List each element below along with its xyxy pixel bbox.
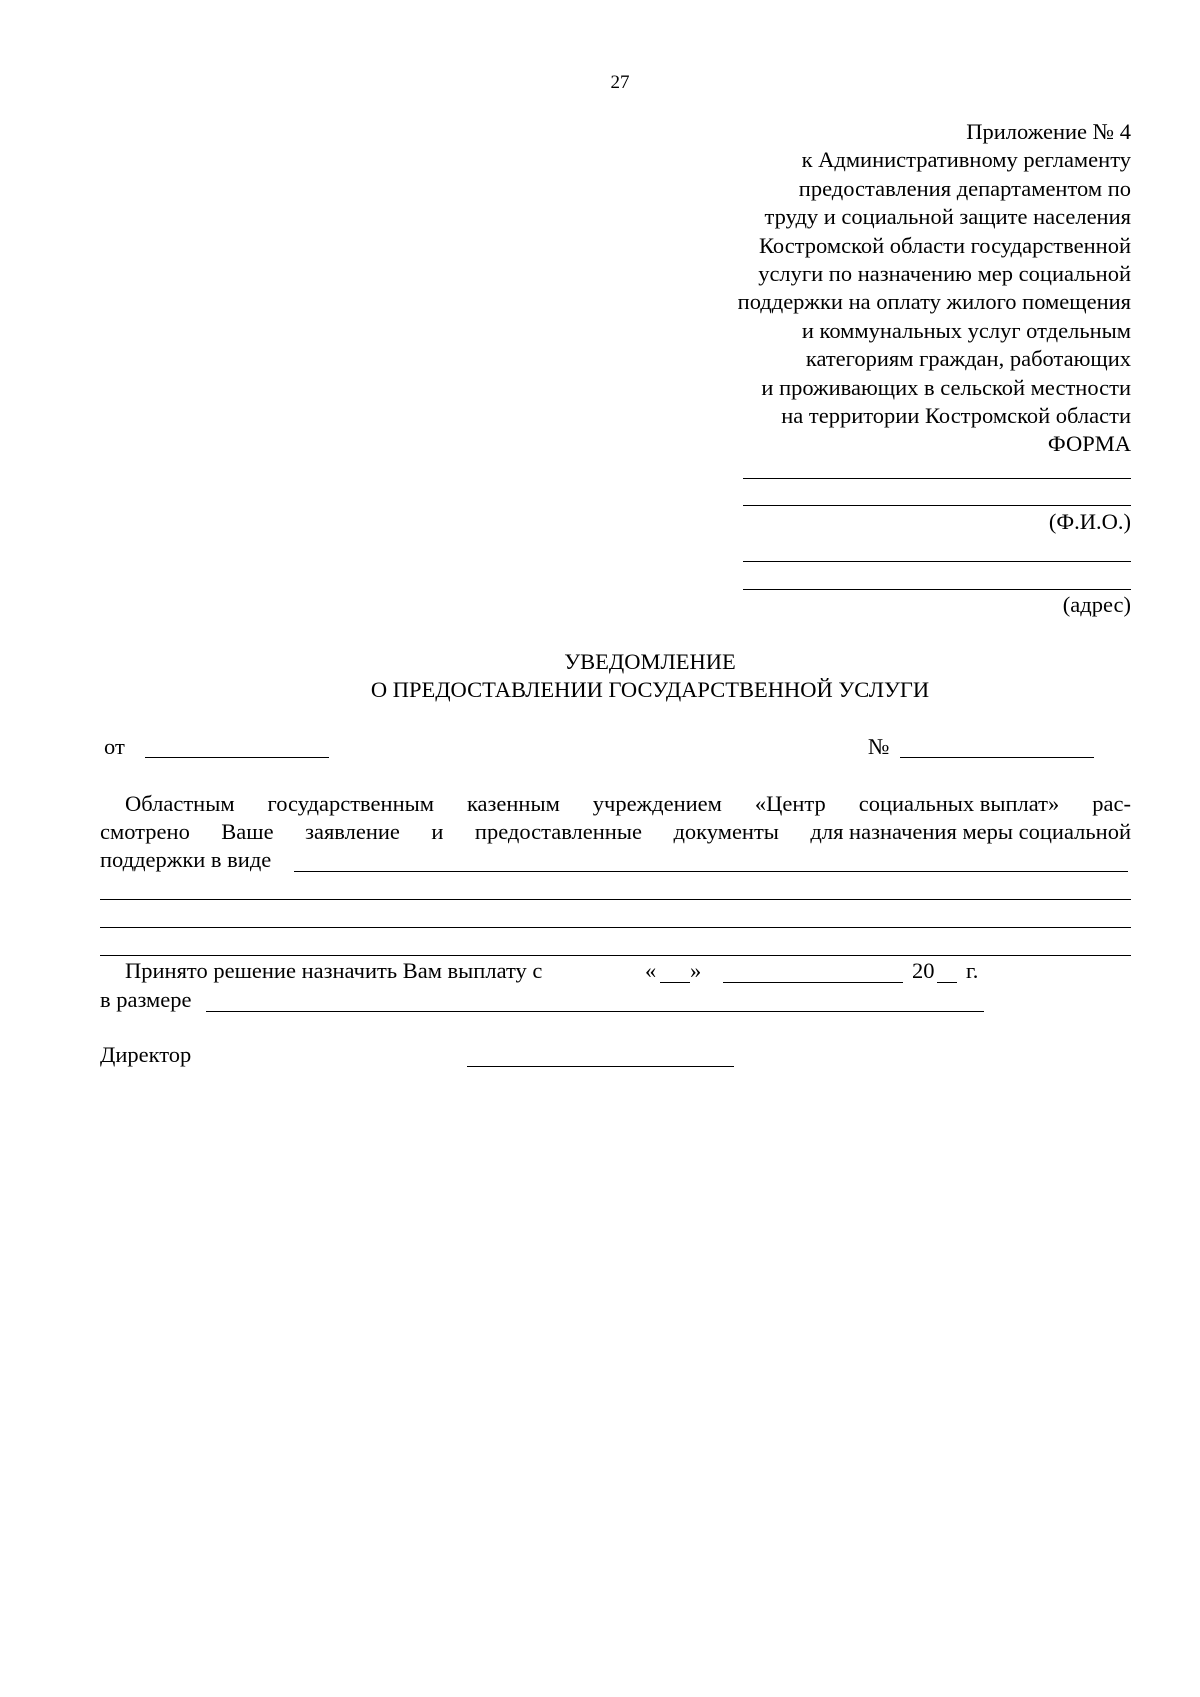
support-type-line-2[interactable]	[100, 899, 1131, 900]
amount-field[interactable]	[206, 1011, 984, 1012]
body-word: для назначения меры социальной	[810, 819, 1131, 844]
address-line-2[interactable]	[743, 589, 1131, 590]
body-word: заявление	[305, 819, 400, 844]
address-line-1[interactable]	[743, 561, 1131, 562]
appendix-block	[571, 118, 1131, 459]
appendix-line: к Административному регламенту	[801, 147, 1131, 173]
quote-close: »	[690, 958, 702, 983]
quote-open: «	[645, 958, 657, 983]
body-word: Областным	[125, 791, 235, 816]
support-type-field[interactable]	[294, 871, 1128, 872]
amount-label: в размере	[100, 987, 192, 1012]
support-type-label: поддержки в виде	[100, 847, 272, 872]
number-field[interactable]	[900, 757, 1094, 758]
body-word: социальных выплат»	[858, 791, 1060, 816]
year-field[interactable]	[937, 982, 957, 983]
appendix-line: категориям граждан, работающих	[805, 346, 1131, 372]
month-field[interactable]	[723, 982, 903, 983]
notice-title: УВЕДОМЛЕНИЕ	[564, 649, 736, 674]
appendix-line: на территории Костромской области	[781, 403, 1131, 429]
body-word: государственным	[267, 791, 434, 816]
signature-field[interactable]	[467, 1066, 734, 1067]
appendix-line: предоставления департаментом по	[798, 175, 1131, 201]
fio-label: (Ф.И.О.)	[1048, 509, 1131, 534]
body-word: рас-	[1092, 791, 1131, 816]
appendix-line: поддержки на оплату жилого помещения	[737, 289, 1131, 315]
body-word: Ваше	[221, 819, 274, 844]
body-word: учреждением	[592, 791, 722, 816]
appendix-line: Костромской области государственной	[759, 232, 1131, 258]
body-line-1	[125, 790, 1131, 818]
page-number: 27	[610, 72, 630, 93]
from-label: от	[104, 734, 125, 759]
year-prefix: 20	[912, 958, 935, 983]
director-label: Директор	[100, 1042, 192, 1067]
fio-line-2[interactable]	[743, 505, 1131, 506]
support-type-line-4[interactable]	[100, 955, 1131, 956]
body-word: смотрено	[100, 819, 190, 844]
fio-line-1[interactable]	[743, 478, 1131, 479]
body-line-2	[100, 818, 1131, 846]
appendix-line: труду и социальной защите населения	[764, 204, 1131, 230]
form-label: ФОРМА	[1047, 431, 1131, 457]
address-label: (адрес)	[1062, 592, 1131, 617]
body-word: «Центр	[754, 791, 826, 816]
appendix-line: Приложение № 4	[966, 119, 1131, 144]
appendix-line: и коммунальных услуг отдельным	[801, 317, 1131, 343]
appendix-line: услуги по назначению мер социальной	[758, 261, 1131, 287]
body-word: и	[431, 819, 444, 844]
body-word: предоставленные	[474, 819, 642, 844]
decision-text: Принято решение назначить Вам выплату с	[125, 958, 543, 983]
body-word: документы	[673, 819, 779, 844]
year-suffix: г.	[966, 958, 979, 983]
support-type-line-3[interactable]	[100, 927, 1131, 928]
body-word: казенным	[466, 791, 560, 816]
number-label: №	[868, 734, 890, 759]
date-field[interactable]	[145, 757, 329, 758]
notice-subtitle: О ПРЕДОСТАВЛЕНИИ ГОСУДАРСТВЕННОЙ УСЛУГИ	[370, 677, 930, 702]
appendix-line: и проживающих в сельской местности	[761, 374, 1131, 400]
day-field[interactable]	[660, 982, 690, 983]
